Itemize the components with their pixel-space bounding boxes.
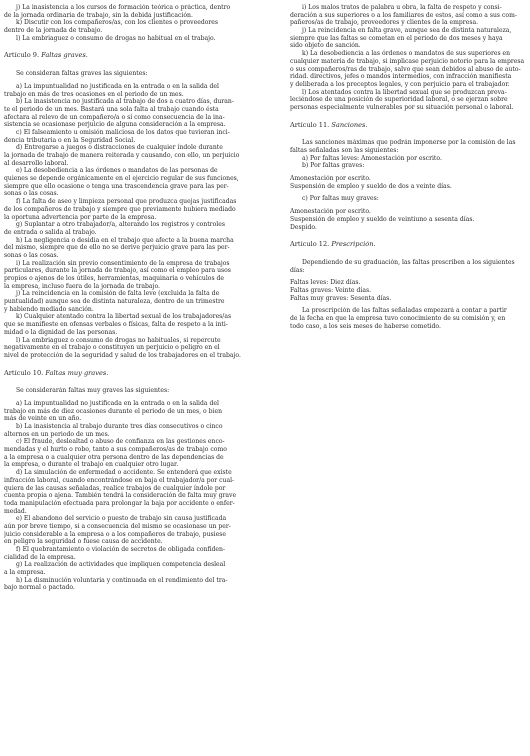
text-line: j) La reincidencia en falta grave, aunque sea de distinta naturaleza,: [302, 27, 512, 35]
article-10-title: Artículo 10.: [4, 369, 44, 377]
text-line: sonas o las cosas.: [4, 190, 59, 198]
text-line: faltas señaladas son las siguientes:: [290, 147, 399, 155]
text-line: sido objeto de sanción.: [290, 42, 361, 50]
text-line: trabajo en más de tres ocasiones en el periodo de un mes.: [4, 90, 184, 98]
text-line: la jornada de trabajo de manera reiterada y causando, con ello, un perjuicio: [4, 152, 240, 160]
text-line: en peligro la seguridad o fuese causa de accidente.: [4, 538, 163, 546]
text-line: Amonestación por escrito.: [290, 175, 371, 183]
article-12-title: Artículo 12.: [290, 241, 330, 249]
article-12-intro: [290, 259, 526, 274]
text-line: afectara al relevo de un compañero/a o sí como consecuencia de la ina-: [4, 113, 225, 121]
text-line: l) La embriaguez o consumo de drogas no habitual en el trabajo.: [16, 34, 216, 42]
article-9-title: Artículo 9.: [4, 52, 40, 60]
text-line: e) El abandono del servicio o puesto de trabajo sin causa justificada: [16, 515, 227, 523]
text-line: la empresa, incluso fuera de la jornada de trabajo.: [4, 282, 160, 290]
text-line: y deliberada a los preceptos legales, y con perjuicio para el trabajador.: [290, 80, 510, 88]
text-line: h) La negligencia o desidia en el trabajo que afecte a la buena marcha: [16, 236, 234, 244]
text-line: Faltas muy graves: Sesenta días.: [290, 294, 392, 302]
text-line: de la fecha en que la empresa tuvo conocimiento de su comisión y, en: [290, 315, 506, 323]
text-line: a) La impuntualidad no justificada en la entrada o en la salida del: [16, 82, 219, 90]
text-line: pañeros/as de trabajo, proveedores y clientes de la empresa.: [290, 19, 479, 27]
text-line: días:: [290, 266, 305, 274]
text-line: h) La disminución voluntaria y continuada en el rendimiento del tra-: [16, 576, 228, 584]
prescriptions-list: [290, 279, 526, 302]
text-line: a) La impuntualidad no justificada en la entrada o en la salida del: [16, 399, 219, 407]
text-line: i) La realización sin previo consentimiento de la empresa de trabajos: [16, 259, 230, 267]
text-line: a) Por faltas leves: Amonestación por escrito.: [302, 154, 442, 162]
article-10-heading: [4, 370, 272, 378]
article-11-intro: [290, 139, 526, 154]
text-line: alternos en un periodo de un mes.: [4, 430, 110, 438]
text-line: d) La simulación de enfermedad o accidente. Se entenderá que existe: [16, 469, 232, 477]
text-line: b) La inasistencia no justificada al trabajo de dos a cuatro días, duran-: [16, 98, 234, 106]
text-line: juicio considerable a la empresa o a los compañeros de trabajo, pusiese: [4, 530, 226, 538]
text-line: que se manifieste en ofensas verbales o físicas, falta de respeto a la inti-: [4, 321, 228, 329]
text-line: j) La reincidencia en la comisión de falta leve (excluida la falta de: [16, 290, 220, 298]
article-9-label: Faltas graves.: [41, 52, 88, 60]
text-line: de entrada o salida al trabajo.: [4, 228, 97, 236]
text-line: cuenta propia o ajena. También tendrá la consideración de falta muy grave: [4, 492, 237, 500]
article-11-heading: [290, 122, 526, 130]
text-line: la oportuna advertencia por parte de la empresa.: [4, 213, 157, 221]
text-line: b) Por faltas graves:: [302, 162, 365, 170]
text-line: la empresa, o durante el trabajo en cualquier otro lugar.: [4, 461, 179, 469]
text-line: midad o la dignidad de las personas.: [4, 328, 118, 336]
text-line: Suspensión de empleo y sueldo de dos a veinte días.: [290, 182, 452, 190]
text-line: k) La desobediencia a las órdenes o mandatos de sus superiores en: [302, 50, 511, 58]
article-10-label: Faltas muy graves.: [45, 369, 109, 377]
text-line: La prescripción de las faltas señaladas empezará a contar a partir: [302, 307, 507, 315]
text-line: i) Los malos tratos de palabra u obra, la falta de respeto y consi-: [302, 4, 502, 11]
left-column: [4, 4, 272, 592]
text-line: del mismo, siempre que de ello no se derive perjuicio grave para las per-: [4, 244, 230, 252]
text-line: Amonestación por escrito.: [290, 208, 371, 216]
article-10-intro: Se considerarán faltas muy graves las siguientes:: [16, 387, 170, 395]
text-line: siempre que las faltas se cometan en el periodo de dos meses y haya: [290, 34, 503, 42]
text-line: cialidad de la empresa.: [4, 553, 76, 561]
text-line: k) Discutir con los compañeros/as, con los clientes o proveedores: [16, 19, 219, 27]
text-line: puntualidad) aunque sea de distinta naturaleza, dentro de un trimestre: [4, 298, 225, 306]
left-block1: [4, 4, 272, 42]
text-line: deración a sus superiores o a los familiares de estos, así como a sus com-: [290, 11, 517, 19]
article-11-title: Artículo 11.: [290, 121, 330, 129]
text-line: al desarrollo laboral.: [4, 159, 69, 167]
text-line: b) La inasistencia al trabajo durante tres días consecutivos o cinco: [16, 423, 223, 431]
text-line: toda manipulación efectuada para prolongar la baja por accidente o enfer-: [4, 499, 235, 507]
text-line: quienes se depende orgánicamente en el ejercicio regular de sus funciones,: [4, 175, 239, 183]
text-line: Despido.: [290, 223, 317, 231]
text-line: a la empresa.: [4, 569, 46, 577]
right-column: [290, 4, 526, 330]
text-line: f) El quebrantamiento o violación de secretos de obligada confiden-: [16, 546, 226, 554]
text-line: k) Cualquier atentado contra la libertad sexual de los trabajadores/as: [16, 313, 232, 321]
text-line: infracción laboral, cuando encontrándose en baja el trabajador/a por cual-: [4, 476, 235, 484]
text-line: quiera de las causas señaladas, realice trabajos de cualquier índole por: [4, 484, 226, 492]
text-line: todo caso, a los seis meses de haberse cometido.: [290, 322, 441, 330]
text-line: j) La inasistencia a los cursos de formación teórica o práctica, dentro: [16, 4, 231, 11]
text-line: nivel de protección de la seguridad y salud de los trabajadores en el trabajo.: [4, 351, 241, 359]
text-line: dencia tributaria o en la Seguridad Social.: [4, 136, 136, 144]
text-line: propios o ajenos de los útiles, herramientas, maquinaria o vehículos de: [4, 275, 225, 283]
text-line: d) Entregarse a juegos o distracciones de cualquier índole durante: [16, 144, 223, 152]
text-line: bajo normal o pactado.: [4, 584, 75, 592]
text-line: Faltas graves: Veinte días.: [290, 286, 372, 294]
article-12-label: Prescripción.: [331, 241, 376, 249]
text-line: sonas o las cosas.: [4, 251, 59, 259]
text-line: ridad. directivos, jefes o mandos intermedios, con infracción manifiesta: [290, 73, 512, 81]
text-line: y habiendo mediado sanción.: [4, 305, 94, 313]
text-line: personas especialmente vulnerables por su situación personal o laboral.: [290, 103, 514, 111]
sanctions-list: [290, 155, 526, 170]
article-9-list: [4, 83, 272, 360]
article-10-list: [4, 400, 272, 592]
text-line: e) La desobediencia a las órdenes o mandatos de las personas de: [16, 167, 218, 175]
text-line: de los compañeros de trabajo y siempre que previamente hubiera mediado: [4, 205, 236, 213]
text-line: dentro de la jornada de trabajo.: [4, 27, 103, 35]
sanctions-graves: [290, 175, 526, 190]
text-line: leciéndose de una posición de superioridad laboral, o se ejerzan sobre: [290, 96, 508, 104]
text-line: Suspensión de empleo y sueldo de veintiuno a sesenta días.: [290, 215, 475, 223]
text-line: particulares, durante la jornada de trabajo, así como el empleo para usos: [4, 267, 231, 275]
text-line: g) Suplantar a otro trabajador/a, alterando los registros y controles: [16, 221, 225, 229]
text-line: de la jornada ordinaria de trabajo, sin la debida justificación.: [4, 11, 193, 19]
article-12-heading: [290, 241, 526, 249]
text-line: trabajo en más de diez ocasiones durante el periodo de un mes, o bien: [4, 407, 222, 415]
text-line: medad.: [4, 507, 27, 515]
article-11-label: Sanciones.: [331, 121, 368, 129]
text-line: o sus compañeros/ras de trabajo, salvo que sean debidos al abuso de auto-: [290, 65, 521, 73]
text-line: g) La realización de actividades que impliquen competencia desleal: [16, 561, 226, 569]
text-line: cualquier materia de trabajo, si implicase perjuicio notorio para la empresa: [290, 57, 525, 65]
right-block1: [290, 4, 526, 112]
text-line: sistencia se ocasionase perjuicio de alguna consideración a la empresa.: [4, 121, 226, 129]
text-line: f) La falta de aseo y limpieza personal que produzca quejas justificadas: [16, 198, 237, 206]
text-line: Las sanciones máximas que podrán imponerse por la comisión de las: [302, 139, 516, 147]
text-line: c) El falseamiento u omisión maliciosa de los datos que tuvieran inci-: [16, 128, 230, 136]
text-line: a la empresa o a cualquier otra persona dentro de las dependencias de: [4, 453, 224, 461]
article-9-intro: Se consideran faltas graves las siguientes:: [16, 70, 148, 78]
sanctions-muy-graves: [290, 208, 526, 231]
closing-paragraph: [290, 307, 526, 330]
text-line: más de veinte en un año.: [4, 415, 82, 423]
article-9-heading: [4, 52, 272, 60]
text-line: Faltas leves: Diez días.: [290, 279, 361, 287]
text-line: Dependiendo de su graduación, las faltas prescriben a los siguientes: [302, 258, 515, 266]
text-line: l) Los atentados contra la libertad sexual que se produzcan preva-: [302, 88, 507, 96]
sanctions-c: c) Por faltas muy graves:: [302, 195, 379, 203]
text-line: aún por breve tiempo, si a consecuencia del mismo se ocasionase un per-: [4, 522, 231, 530]
text-line: mendadas y el hurto o robo, tanto a sus compañeros/as de trabajo como: [4, 446, 227, 454]
text-line: c) El fraude, deslealtad o abuso de confianza en las gestiones enco-: [16, 438, 225, 446]
text-line: te el periodo de un mes. Bastará una sola falta al trabajo cuando ésta: [4, 105, 219, 113]
text-line: siempre que ello ocasione o tenga una trascendencia grave para las per-: [4, 182, 229, 190]
text-line: negativamente en el trabajo o constituyen un perjuicio o peligro en el: [4, 344, 220, 352]
text-line: l) La embriaguez o consumo de drogas no habituales, si repercute: [16, 336, 221, 344]
